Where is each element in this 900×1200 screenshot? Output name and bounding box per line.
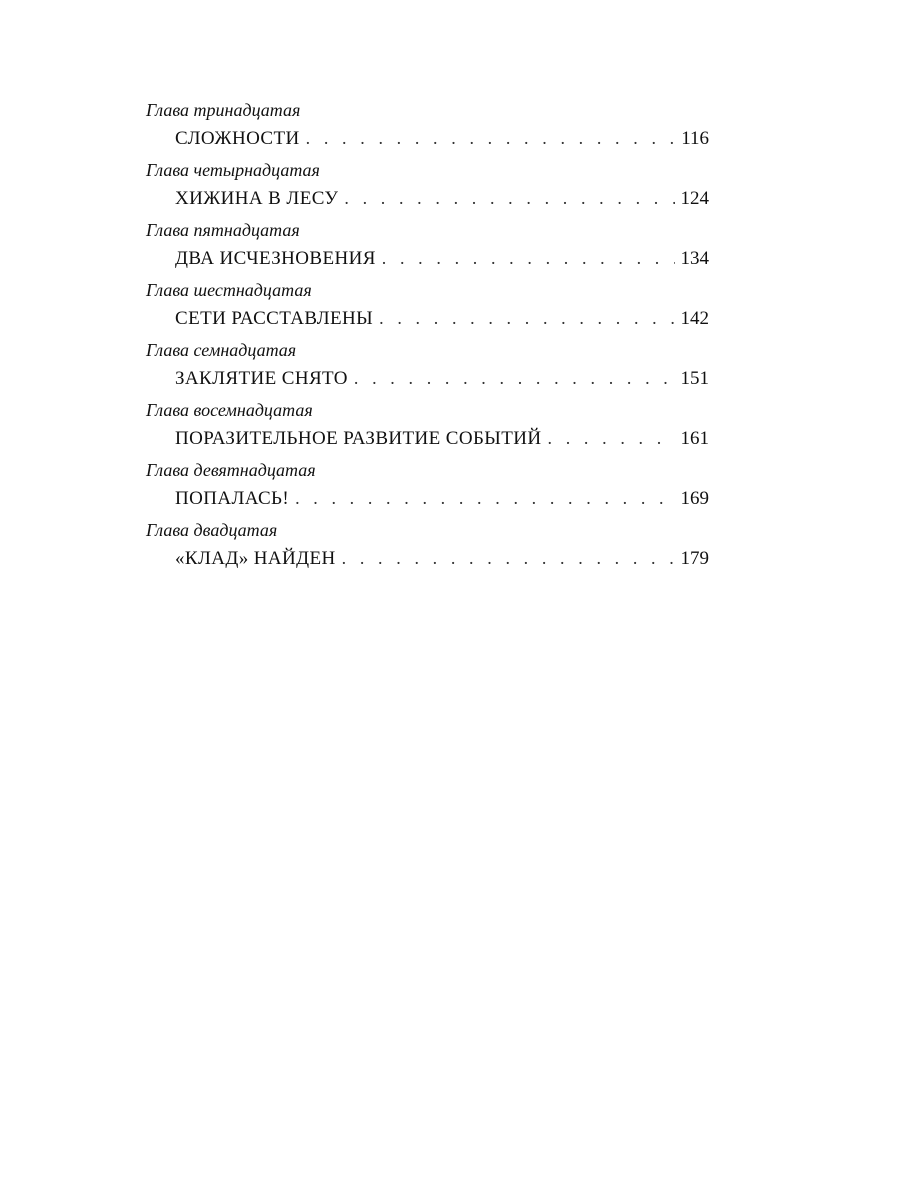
dot-leader — [548, 426, 675, 450]
chapter-label: Глава восемнадцатая — [146, 400, 313, 420]
toc-entry — [146, 160, 709, 220]
chapter-title: ПОРАЗИТЕЛЬНОЕ РАЗВИТИЕ СОБЫТИЙ — [175, 428, 542, 449]
toc-entry — [146, 400, 709, 460]
page-number: 169 — [680, 488, 709, 509]
table-of-contents — [146, 100, 709, 580]
dot-leader — [354, 366, 675, 390]
page-number: 116 — [681, 128, 709, 149]
page-number: 179 — [680, 548, 709, 569]
toc-entry — [146, 460, 709, 520]
dot-leader — [382, 246, 675, 270]
chapter-title-line — [175, 306, 709, 330]
chapter-title-line — [175, 246, 709, 270]
dot-leader — [344, 186, 674, 210]
dot-leader — [342, 546, 675, 570]
chapter-title: ДВА ИСЧЕЗНОВЕНИЯ — [175, 248, 376, 269]
dot-leader — [379, 306, 674, 330]
chapter-label: Глава девятнадцатая — [146, 460, 316, 480]
page-number: 134 — [680, 248, 709, 269]
chapter-title-line — [175, 366, 709, 390]
chapter-label: Глава семнадцатая — [146, 340, 297, 360]
chapter-title-line — [175, 426, 709, 450]
chapter-title: СЕТИ РАССТАВЛЕНЫ — [175, 308, 374, 329]
toc-entry — [146, 520, 709, 580]
chapter-title: ПОПАЛАСЬ! — [175, 488, 290, 509]
toc-entry — [146, 340, 709, 400]
chapter-label: Глава тринадцатая — [146, 100, 301, 120]
chapter-label: Глава пятнадцатая — [146, 220, 300, 240]
chapter-title: ЗАКЛЯТИЕ СНЯТО — [175, 368, 348, 389]
page-number: 142 — [680, 308, 709, 329]
dot-leader — [295, 486, 674, 510]
toc-entry — [146, 220, 709, 280]
toc-entry — [146, 280, 709, 340]
chapter-label: Глава двадцатая — [146, 520, 278, 540]
chapter-label: Глава четырнадцатая — [146, 160, 320, 180]
toc-entry — [146, 100, 709, 160]
chapter-title: СЛОЖНОСТИ — [175, 128, 300, 149]
chapter-title: ХИЖИНА В ЛЕСУ — [175, 188, 339, 209]
page-number: 124 — [680, 188, 709, 209]
chapter-title-line — [175, 186, 709, 210]
chapter-title: «КЛАД» НАЙДЕН — [175, 548, 336, 569]
chapter-label: Глава шестнадцатая — [146, 280, 312, 300]
dot-leader — [306, 126, 676, 150]
page-number: 161 — [680, 428, 709, 449]
chapter-title-line — [175, 546, 709, 570]
chapter-title-line — [175, 486, 709, 510]
page-number: 151 — [680, 368, 709, 389]
chapter-title-line — [175, 126, 709, 150]
